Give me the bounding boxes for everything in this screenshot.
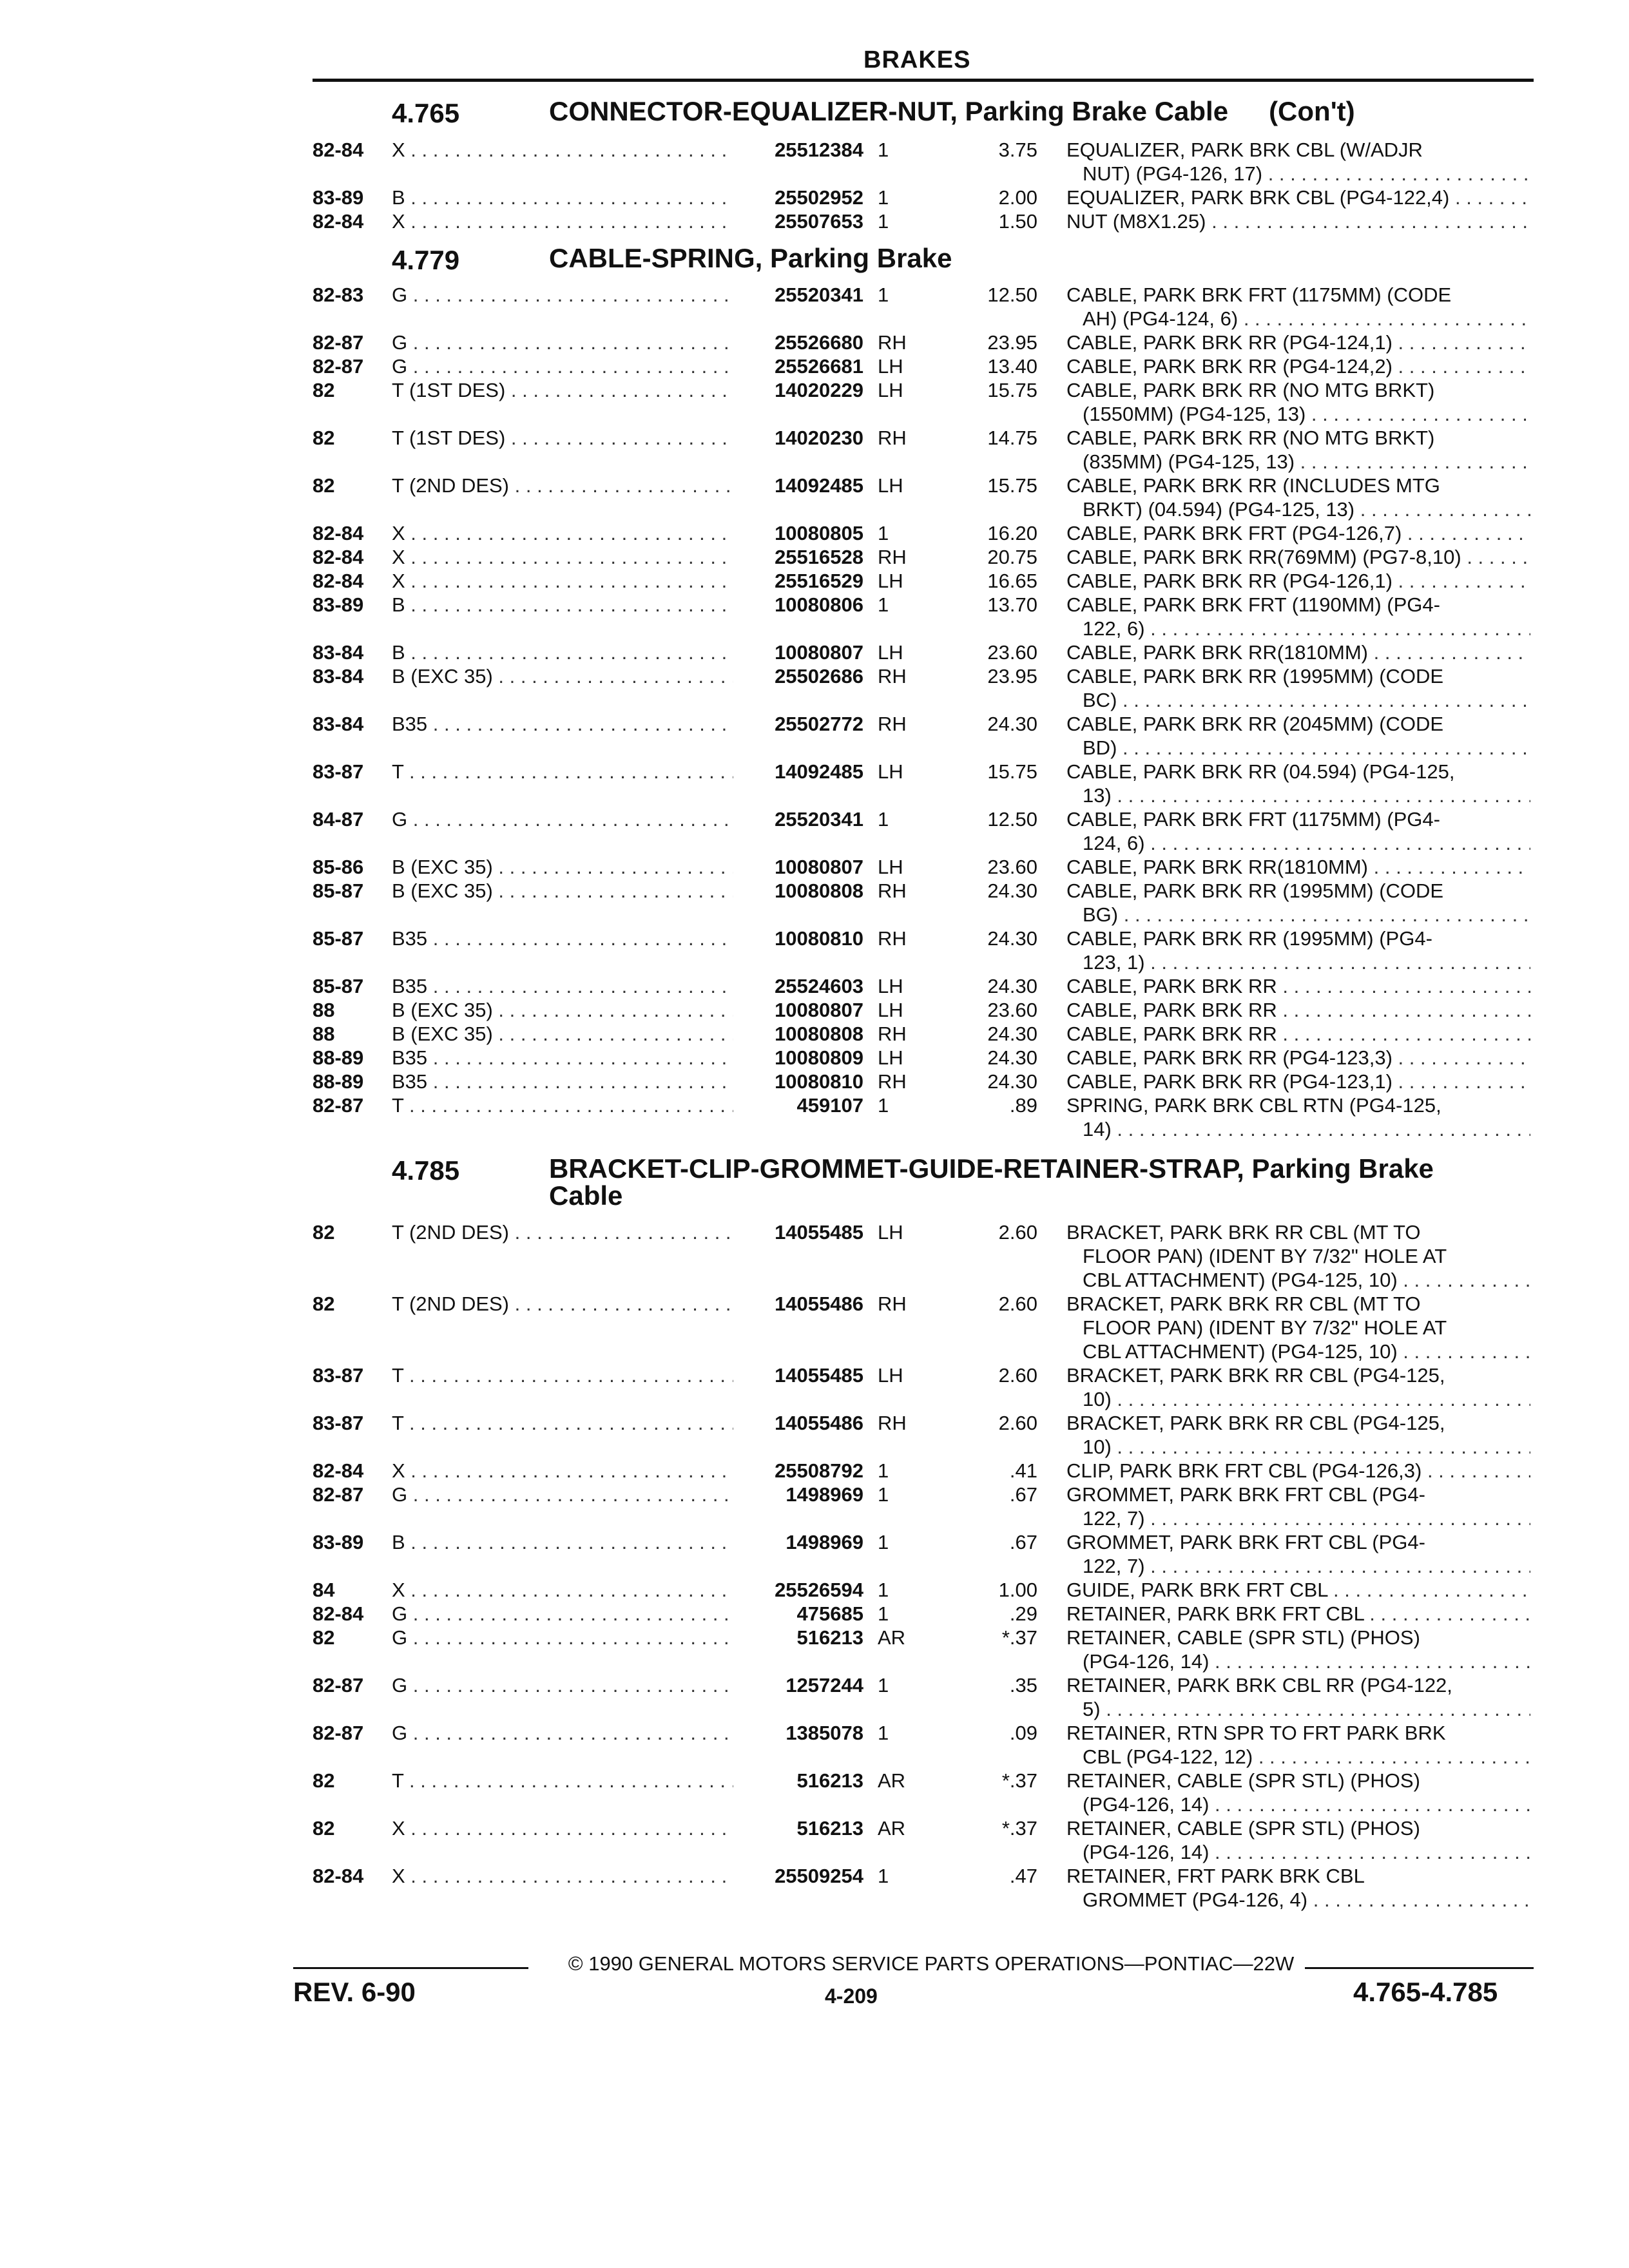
model-years: 88	[313, 999, 335, 1021]
part-description-continued: BD) . . .	[1083, 736, 1530, 760]
model-years: 82-87	[313, 1722, 364, 1744]
price: 13.70	[987, 593, 1037, 616]
part-description: CABLE, PARK BRK RR (NO MTG BRKT)	[1066, 427, 1435, 449]
part-number: 14055485	[775, 1364, 863, 1387]
part-number: 25507653	[775, 210, 863, 233]
quantity: 1	[878, 1602, 889, 1625]
model-code: X . . .	[392, 210, 733, 233]
part-number: 10080807	[775, 641, 863, 664]
section-title-text: BRACKET-CLIP-GROMMET-GUIDE-RETAINER-STRAP, Parking Brake	[549, 1153, 1434, 1184]
price: 23.60	[987, 999, 1037, 1021]
quantity: 1	[878, 1459, 889, 1482]
price: 23.60	[987, 856, 1037, 878]
part-number: 1257244	[786, 1674, 863, 1696]
price: 24.30	[987, 713, 1037, 735]
part-number: 25526681	[775, 355, 863, 378]
quantity: 1	[878, 1483, 889, 1506]
model-years: 82-84	[313, 210, 364, 233]
part-description-continued: 122, 7) . . .	[1083, 1507, 1530, 1530]
part-description: RETAINER, CABLE (SPR STL) (PHOS)	[1066, 1626, 1420, 1649]
part-number: 14092485	[775, 760, 863, 783]
part-number: 10080809	[775, 1046, 863, 1069]
price: .35	[1009, 1674, 1037, 1696]
quantity: AR	[878, 1769, 906, 1792]
part-number: 475685	[796, 1602, 863, 1625]
part-number: 459107	[796, 1094, 863, 1117]
price: 24.30	[987, 1046, 1037, 1069]
model-years: 82-84	[313, 522, 364, 544]
quantity: LH	[878, 474, 903, 497]
part-description: RETAINER, PARK BRK FRT CBL . . .	[1066, 1602, 1530, 1626]
part-description-continued: FLOOR PAN) (IDENT BY 7/32" HOLE AT	[1083, 1245, 1447, 1267]
model-code: T . . .	[392, 1094, 733, 1117]
model-code: G . . .	[392, 1483, 733, 1506]
price: 2.60	[998, 1412, 1037, 1434]
price: 15.75	[987, 760, 1037, 783]
part-number: 25520341	[775, 808, 863, 831]
part-number: 10080805	[775, 522, 863, 544]
footer-rule-left	[293, 1967, 528, 1969]
part-description: CABLE, PARK BRK RR (INCLUDES MTG	[1066, 474, 1440, 497]
price: 13.40	[987, 355, 1037, 378]
model-code: B (EXC 35) . . .	[392, 665, 733, 688]
model-years: 83-89	[313, 1531, 364, 1553]
part-number: 14020229	[775, 379, 863, 401]
model-code: T (2ND DES) . . .	[392, 1221, 733, 1244]
model-code: T . . .	[392, 1412, 733, 1435]
model-years: 82	[313, 474, 335, 497]
section-title-text: CABLE-SPRING, Parking Brake	[549, 243, 952, 273]
price: 23.95	[987, 665, 1037, 687]
quantity: LH	[878, 1046, 903, 1069]
price: 3.75	[998, 139, 1037, 161]
part-description: BRACKET, PARK BRK RR CBL (MT TO	[1066, 1221, 1421, 1244]
quantity: LH	[878, 856, 903, 878]
model-code: T (1ST DES) . . .	[392, 379, 733, 402]
part-number: 516213	[796, 1817, 863, 1840]
quantity: LH	[878, 379, 903, 401]
part-description-continued: BRKT) (04.594) (PG4-125, 13) . . .	[1083, 498, 1530, 521]
part-description: CABLE, PARK BRK FRT (1190MM) (PG4-	[1066, 593, 1440, 616]
model-code: G . . .	[392, 284, 733, 307]
part-number: 25524603	[775, 975, 863, 997]
section-number: 4.765	[392, 98, 460, 128]
part-number: 25526680	[775, 331, 863, 354]
part-number: 14055486	[775, 1293, 863, 1315]
part-number: 10080808	[775, 879, 863, 902]
quantity: 1	[878, 1531, 889, 1553]
model-code: X . . .	[392, 570, 733, 593]
model-code: T . . .	[392, 1364, 733, 1387]
price: 15.75	[987, 474, 1037, 497]
price: 24.30	[987, 1070, 1037, 1093]
quantity: LH	[878, 975, 903, 997]
quantity: RH	[878, 1293, 907, 1315]
part-description: GROMMET, PARK BRK FRT CBL (PG4-	[1066, 1483, 1425, 1506]
part-number: 1498969	[786, 1531, 863, 1553]
model-years: 82-84	[313, 1459, 364, 1482]
model-years: 83-84	[313, 641, 364, 664]
price: .47	[1009, 1865, 1037, 1887]
model-code: B . . .	[392, 593, 733, 617]
quantity: RH	[878, 331, 907, 354]
model-code: G . . .	[392, 1674, 733, 1697]
quantity: LH	[878, 641, 903, 664]
model-years: 82	[313, 1626, 335, 1649]
model-years: 82	[313, 1769, 335, 1792]
price: *.37	[1001, 1817, 1037, 1840]
price: *.37	[1001, 1626, 1037, 1649]
quantity: AR	[878, 1626, 906, 1649]
part-description: BRACKET, PARK BRK RR CBL (PG4-125,	[1066, 1412, 1445, 1434]
model-code: B (EXC 35) . . .	[392, 1023, 733, 1046]
part-description: CLIP, PARK BRK FRT CBL (PG4-126,3) . . .	[1066, 1459, 1530, 1483]
part-number: 14055485	[775, 1221, 863, 1244]
part-description: CABLE, PARK BRK RR . . .	[1066, 1023, 1530, 1046]
section-title	[549, 1155, 1434, 1209]
model-years: 83-84	[313, 665, 364, 687]
price: *.37	[1001, 1769, 1037, 1792]
part-description: CABLE, PARK BRK RR(1810MM) . . .	[1066, 856, 1530, 879]
model-years: 82	[313, 379, 335, 401]
model-code: X . . .	[392, 1817, 733, 1840]
page-header-title: BRAKES	[863, 46, 971, 73]
part-description: CABLE, PARK BRK RR (PG4-126,1) . . .	[1066, 570, 1530, 593]
model-code: T . . .	[392, 760, 733, 783]
price: .41	[1009, 1459, 1037, 1482]
quantity: 1	[878, 210, 889, 233]
model-years: 82-87	[313, 355, 364, 378]
quantity: LH	[878, 355, 903, 378]
quantity: RH	[878, 713, 907, 735]
part-number: 25508792	[775, 1459, 863, 1482]
model-code: B . . .	[392, 1531, 733, 1554]
part-description: CABLE, PARK BRK RR (PG4-124,1) . . .	[1066, 331, 1530, 354]
model-years: 83-89	[313, 593, 364, 616]
quantity: AR	[878, 1817, 906, 1840]
part-number: 10080806	[775, 593, 863, 616]
model-code: G . . .	[392, 808, 733, 831]
price: .67	[1009, 1483, 1037, 1506]
model-code: X . . .	[392, 546, 733, 569]
model-years: 85-87	[313, 927, 364, 950]
price: 2.60	[998, 1293, 1037, 1315]
model-years: 82	[313, 1817, 335, 1840]
quantity: 1	[878, 522, 889, 544]
part-description: RETAINER, CABLE (SPR STL) (PHOS)	[1066, 1817, 1420, 1840]
model-code: B (EXC 35) . . .	[392, 879, 733, 903]
part-description-continued: BC) . . .	[1083, 689, 1530, 712]
part-description: RETAINER, RTN SPR TO FRT PARK BRK	[1066, 1722, 1446, 1744]
model-years: 82	[313, 1293, 335, 1315]
part-description-continued: CBL ATTACHMENT) (PG4-125, 10) . . .	[1083, 1269, 1530, 1292]
model-code: X . . .	[392, 1459, 733, 1483]
model-years: 85-87	[313, 975, 364, 997]
price: 24.30	[987, 975, 1037, 997]
model-code: B35 . . .	[392, 1070, 733, 1093]
part-description: EQUALIZER, PARK BRK CBL (PG4-122,4) . . .	[1066, 186, 1530, 209]
quantity: 1	[878, 139, 889, 161]
part-description: BRACKET, PARK BRK RR CBL (MT TO	[1066, 1293, 1421, 1315]
model-years: 83-89	[313, 186, 364, 209]
model-code: G . . .	[392, 331, 733, 354]
part-description: CABLE, PARK BRK RR . . .	[1066, 999, 1530, 1022]
part-number: 516213	[796, 1626, 863, 1649]
quantity: LH	[878, 570, 903, 592]
model-years: 83-87	[313, 1412, 364, 1434]
part-description: BRACKET, PARK BRK RR CBL (PG4-125,	[1066, 1364, 1445, 1387]
part-number: 25512384	[775, 139, 863, 161]
model-years: 82-87	[313, 331, 364, 354]
model-years: 83-84	[313, 713, 364, 735]
price: 24.30	[987, 1023, 1037, 1045]
model-code: X . . .	[392, 1579, 733, 1602]
quantity: RH	[878, 1070, 907, 1093]
model-years: 83-87	[313, 1364, 364, 1387]
model-code: T . . .	[392, 1769, 733, 1792]
price: .67	[1009, 1531, 1037, 1553]
price: 16.20	[987, 522, 1037, 544]
quantity: RH	[878, 546, 907, 568]
section-number: 4.785	[392, 1155, 460, 1186]
part-description: CABLE, PARK BRK FRT (PG4-126,7) . . .	[1066, 522, 1530, 545]
part-description: GROMMET, PARK BRK FRT CBL (PG4-	[1066, 1531, 1425, 1553]
model-code: T (2ND DES) . . .	[392, 1293, 733, 1316]
part-description: GUIDE, PARK BRK FRT CBL . . .	[1066, 1579, 1530, 1602]
part-description: CABLE, PARK BRK RR(1810MM) . . .	[1066, 641, 1530, 664]
part-description: CABLE, PARK BRK FRT (1175MM) (PG4-	[1066, 808, 1440, 831]
model-years: 82-87	[313, 1483, 364, 1506]
part-description: CABLE, PARK BRK RR (1995MM) (PG4-	[1066, 927, 1432, 950]
model-code: B35 . . .	[392, 713, 733, 736]
price: 14.75	[987, 427, 1037, 449]
part-number: 14055486	[775, 1412, 863, 1434]
section-title	[549, 245, 952, 272]
part-number: 14092485	[775, 474, 863, 497]
part-description-continued: (835MM) (PG4-125, 13) . . .	[1083, 450, 1530, 474]
part-description: CABLE, PARK BRK RR . . .	[1066, 975, 1530, 998]
price: 1.50	[998, 210, 1037, 233]
part-description: CABLE, PARK BRK RR (04.594) (PG4-125,	[1066, 760, 1455, 783]
part-description: EQUALIZER, PARK BRK CBL (W/ADJR	[1066, 139, 1423, 161]
part-description-continued: (PG4-126, 14) . . .	[1083, 1793, 1530, 1816]
model-years: 82-84	[313, 1602, 364, 1625]
part-number: 1385078	[786, 1722, 863, 1744]
price: 2.60	[998, 1221, 1037, 1244]
quantity: 1	[878, 1674, 889, 1696]
price: 12.50	[987, 284, 1037, 306]
section-number: 4.779	[392, 245, 460, 275]
quantity: 1	[878, 1722, 889, 1744]
model-code: B35 . . .	[392, 975, 733, 998]
model-years: 83-87	[313, 760, 364, 783]
footer-revision: REV. 6-90	[293, 1977, 416, 2007]
part-description: CABLE, PARK BRK RR (PG4-123,1) . . .	[1066, 1070, 1530, 1093]
footer-copyright: © 1990 GENERAL MOTORS SERVICE PARTS OPERATIONS—PONTIAC—22W	[568, 1952, 1295, 1975]
part-description: RETAINER, CABLE (SPR STL) (PHOS)	[1066, 1769, 1420, 1792]
model-code: B (EXC 35) . . .	[392, 999, 733, 1022]
part-description-continued: FLOOR PAN) (IDENT BY 7/32" HOLE AT	[1083, 1316, 1447, 1339]
quantity: LH	[878, 760, 903, 783]
part-description: CABLE, PARK BRK RR (1995MM) (CODE	[1066, 665, 1444, 687]
part-description: RETAINER, PARK BRK CBL RR (PG4-122,	[1066, 1674, 1452, 1696]
part-number: 10080807	[775, 999, 863, 1021]
quantity: RH	[878, 427, 907, 449]
header-rule	[313, 79, 1534, 82]
part-description-continued: CBL ATTACHMENT) (PG4-125, 10) . . .	[1083, 1340, 1530, 1363]
quantity: RH	[878, 665, 907, 687]
part-description-continued: (PG4-126, 14) . . .	[1083, 1650, 1530, 1673]
model-years: 88-89	[313, 1046, 364, 1069]
part-description-continued: (PG4-126, 14) . . .	[1083, 1841, 1530, 1864]
model-code: X . . .	[392, 139, 733, 162]
quantity: RH	[878, 1023, 907, 1045]
model-code: B . . .	[392, 186, 733, 209]
quantity: LH	[878, 1364, 903, 1387]
part-number: 10080808	[775, 1023, 863, 1045]
part-description: NUT (M8X1.25) . . .	[1066, 210, 1530, 233]
model-years: 82-84	[313, 1865, 364, 1887]
model-years: 88	[313, 1023, 335, 1045]
part-description-continued: 124, 6) . . .	[1083, 832, 1530, 855]
section-title-suffix: (Con't)	[1228, 96, 1355, 126]
price: 24.30	[987, 927, 1037, 950]
quantity: 1	[878, 1094, 889, 1117]
quantity: 1	[878, 1579, 889, 1601]
part-description-continued: 122, 7) . . .	[1083, 1555, 1530, 1578]
model-years: 82-84	[313, 570, 364, 592]
part-description: CABLE, PARK BRK RR (2045MM) (CODE	[1066, 713, 1444, 735]
model-years: 85-87	[313, 879, 364, 902]
quantity: RH	[878, 927, 907, 950]
price: .29	[1009, 1602, 1037, 1625]
model-code: G . . .	[392, 1626, 733, 1649]
price: 20.75	[987, 546, 1037, 568]
part-description-continued: 122, 6) . . .	[1083, 617, 1530, 640]
price: .89	[1009, 1094, 1037, 1117]
part-description-continued: 123, 1) . . .	[1083, 951, 1530, 974]
price: 23.60	[987, 641, 1037, 664]
model-years: 82	[313, 1221, 335, 1244]
quantity: 1	[878, 1865, 889, 1887]
quantity: 1	[878, 593, 889, 616]
model-code: B35 . . .	[392, 927, 733, 950]
model-years: 82-83	[313, 284, 364, 306]
part-description-continued: NUT) (PG4-126, 17) . . .	[1083, 162, 1530, 186]
part-number: 516213	[796, 1769, 863, 1792]
model-years: 82-84	[313, 139, 364, 161]
part-description-continued: 5) . . .	[1083, 1698, 1530, 1721]
model-years: 82	[313, 427, 335, 449]
model-code: B (EXC 35) . . .	[392, 856, 733, 879]
price: 12.50	[987, 808, 1037, 831]
model-years: 85-86	[313, 856, 364, 878]
part-description-continued: 13) . . .	[1083, 784, 1530, 807]
part-description: CABLE, PARK BRK RR (PG4-124,2) . . .	[1066, 355, 1530, 378]
price: 1.00	[998, 1579, 1037, 1601]
model-years: 84-87	[313, 808, 364, 831]
model-years: 82-87	[313, 1674, 364, 1696]
model-code: G . . .	[392, 1602, 733, 1626]
model-code: B . . .	[392, 641, 733, 664]
model-code: T (2ND DES) . . .	[392, 474, 733, 497]
quantity: RH	[878, 1412, 907, 1434]
part-number: 10080810	[775, 927, 863, 950]
section-title	[549, 98, 1355, 125]
part-description-continued: 10) . . .	[1083, 1388, 1530, 1411]
part-description-continued: BG) . . .	[1083, 903, 1530, 927]
part-description-continued: 10) . . .	[1083, 1436, 1530, 1459]
quantity: LH	[878, 999, 903, 1021]
price: 24.30	[987, 879, 1037, 902]
part-number: 25502952	[775, 186, 863, 209]
model-code: X . . .	[392, 1865, 733, 1888]
quantity: 1	[878, 186, 889, 209]
model-years: 82-84	[313, 546, 364, 568]
quantity: LH	[878, 1221, 903, 1244]
model-code: T (1ST DES) . . .	[392, 427, 733, 450]
model-code: G . . .	[392, 1722, 733, 1745]
part-description-continued: CBL (PG4-122, 12) . . .	[1083, 1745, 1530, 1769]
part-description: CABLE, PARK BRK RR (PG4-123,3) . . .	[1066, 1046, 1530, 1070]
model-years: 88-89	[313, 1070, 364, 1093]
part-description: RETAINER, FRT PARK BRK CBL	[1066, 1865, 1365, 1887]
section-title-line2: Cable	[549, 1180, 623, 1211]
price: 16.65	[987, 570, 1037, 592]
price: 23.95	[987, 331, 1037, 354]
model-years: 84	[313, 1579, 335, 1601]
part-description: CABLE, PARK BRK FRT (1175MM) (CODE	[1066, 284, 1452, 306]
quantity: 1	[878, 284, 889, 306]
part-number: 10080807	[775, 856, 863, 878]
part-description: CABLE, PARK BRK RR (1995MM) (CODE	[1066, 879, 1444, 902]
section-title-text: CONNECTOR-EQUALIZER-NUT, Parking Brake Cable	[549, 96, 1229, 126]
part-description-continued: 14) . . .	[1083, 1118, 1530, 1141]
quantity: RH	[878, 879, 907, 902]
part-number: 25509254	[775, 1865, 863, 1887]
part-description-continued: AH) (PG4-124, 6) . . .	[1083, 307, 1530, 331]
part-description: SPRING, PARK BRK CBL RTN (PG4-125,	[1066, 1094, 1441, 1117]
price: 2.00	[998, 186, 1037, 209]
part-description: CABLE, PARK BRK RR (NO MTG BRKT)	[1066, 379, 1435, 401]
part-number: 25526594	[775, 1579, 863, 1601]
part-number: 25502772	[775, 713, 863, 735]
model-years: 82-87	[313, 1094, 364, 1117]
part-number: 25516528	[775, 546, 863, 568]
model-code: G . . .	[392, 355, 733, 378]
footer-rule-right	[1305, 1967, 1534, 1969]
part-description-continued: GROMMET (PG4-126, 4) . . .	[1083, 1888, 1530, 1912]
footer-page-number: 4-209	[825, 1984, 878, 2008]
price: 2.60	[998, 1364, 1037, 1387]
part-description: CABLE, PARK BRK RR(769MM) (PG7-8,10) . . .	[1066, 546, 1530, 569]
quantity: 1	[878, 808, 889, 831]
part-number: 25520341	[775, 284, 863, 306]
part-number: 25502686	[775, 665, 863, 687]
part-number: 10080810	[775, 1070, 863, 1093]
model-code: X . . .	[392, 522, 733, 545]
model-code: B35 . . .	[392, 1046, 733, 1070]
footer-range: 4.765-4.785	[1353, 1977, 1498, 2007]
price: .09	[1009, 1722, 1037, 1744]
part-number: 25516529	[775, 570, 863, 592]
part-description-continued: (1550MM) (PG4-125, 13) . . .	[1083, 403, 1530, 426]
part-number: 1498969	[786, 1483, 863, 1506]
price: 15.75	[987, 379, 1037, 401]
part-number: 14020230	[775, 427, 863, 449]
